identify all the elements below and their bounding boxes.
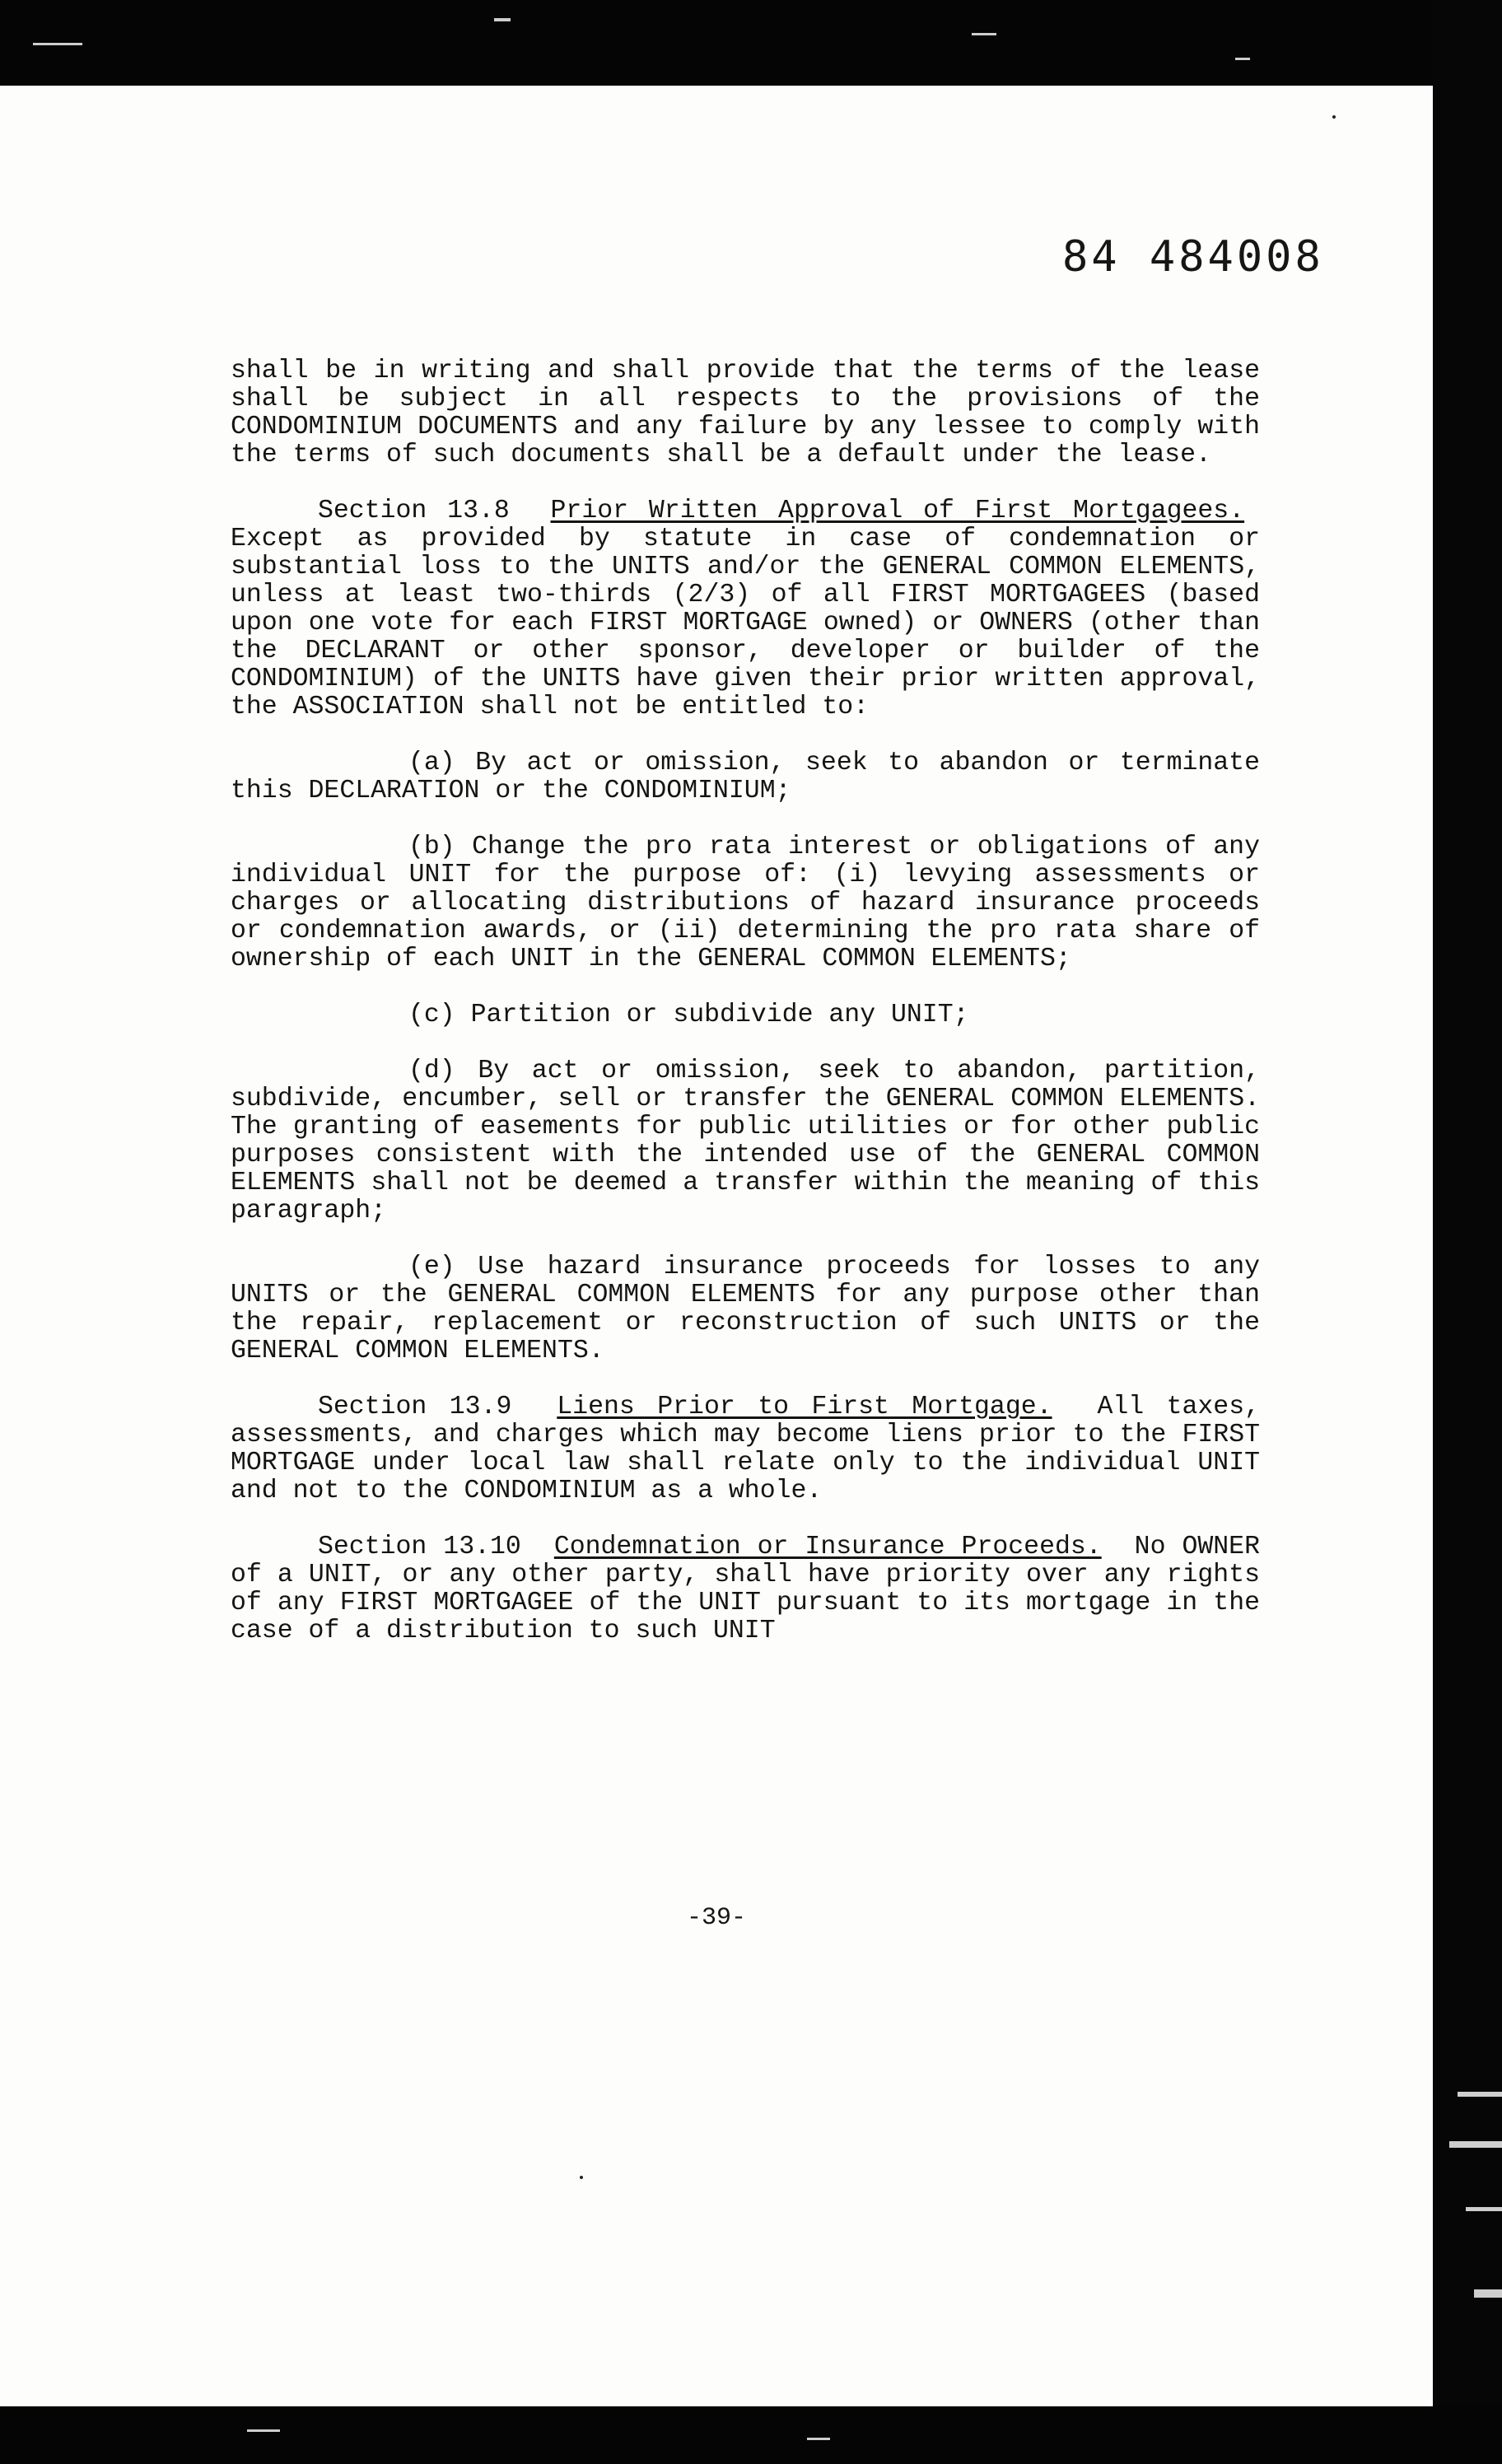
section-heading: Prior Written Approval of First Mortgagees. (550, 497, 1245, 525)
scan-dust (580, 2176, 583, 2179)
section-label: Section 13.10 (318, 1533, 521, 1561)
subparagraph-b: (b) Change the pro rata interest or obligations of any individual UNIT for the purpose of: (i) levying assessments or charges or allocating distributions of hazard insurance proceeds or condemnation awards, or (ii) determining the pro rata share of ownership of each UNIT in the GENERAL COMMON ELEMENTS; (231, 833, 1260, 973)
scan-noise (1458, 2092, 1502, 2097)
scan-noise (33, 43, 82, 45)
scan-bottom-border (0, 2406, 1502, 2464)
section-heading: Condemnation or Insurance Proceeds. (553, 1533, 1102, 1561)
section-13-9 (231, 1393, 1260, 1505)
subparagraph-c: (c) Partition or subdivide any UNIT; (408, 1001, 969, 1029)
section-13-10 (231, 1533, 1260, 1645)
scan-noise (1235, 58, 1250, 60)
scan-noise (972, 33, 996, 35)
document-body (231, 357, 1260, 1673)
section-text: All taxes, assessments, and charges which may become liens prior to the FIRST MORTGAGE under local law shall relate only to the individual UNIT and not to the CONDOMINIUM as a whole. (231, 1393, 1261, 1505)
scan-noise (1466, 2207, 1502, 2211)
document-page (0, 86, 1433, 2406)
paragraph-lease-terms: shall be in writing and shall provide that the terms of the lease shall be subject in all respects to the provisions of the CONDOMINIUM DOCUMENTS and any failure by any lessee to comply with the terms of such documents shall be a default under the lease. (231, 357, 1260, 469)
subparagraph-a: (a) By act or omission, seek to abandon or terminate this DECLARATION or the CONDOMINIUM; (231, 749, 1260, 805)
scan-noise (247, 2429, 280, 2432)
section-13-8 (231, 497, 1260, 721)
section-label: Section 13.9 (318, 1393, 512, 1421)
section-text: No OWNER of a UNIT, or any other party, shall have priority over any rights of any FIRST MORTGAGEE of the UNIT pursuant to its mortgage in the case of a distribution to such UNIT (231, 1533, 1260, 1645)
section-label: Section 13.8 (318, 497, 510, 525)
scan-dust (1332, 115, 1336, 119)
section-text: Except as provided by statute in case of condemnation or substantial loss to the UNITS and/or the GENERAL COMMON ELEMENTS, unless at least two-thirds (2/3) of all FIRST MORTGAGEES (based upon one vote for each FIRST MORTGAGE owned) or OWNERS (other than the DECLARANT or other sponsor, developer or builder of the CONDOMINIUM) of the UNITS have given their prior written approval, the ASSOCIATION shall not be entitled to: (231, 525, 1260, 721)
page-number: -39- (686, 1904, 746, 1932)
section-heading: Liens Prior to First Mortgage. (557, 1393, 1052, 1421)
scan-noise (1449, 2141, 1502, 2148)
subparagraph-d: (d) By act or omission, seek to abandon, partition, subdivide, encumber, sell or transfer the GENERAL COMMON ELEMENTS. The granting of easements for public utilities or for other public purposes consistent with the intended use of the GENERAL COMMON ELEMENTS shall not be deemed a transfer within the meaning of this paragraph; (231, 1057, 1260, 1225)
scan-top-border (0, 0, 1502, 86)
scan-noise (494, 18, 511, 21)
scan-noise (807, 2438, 830, 2440)
scan-noise (1474, 2289, 1502, 2298)
subparagraph-e: (e) Use hazard insurance proceeds for losses to any UNITS or the GENERAL COMMON ELEMENTS for any purpose other than the repair, replacement or reconstruction of such UNITS or the GENERAL COMMON ELEMENTS. (231, 1253, 1260, 1365)
document-number: 84 484008 (1062, 232, 1324, 282)
